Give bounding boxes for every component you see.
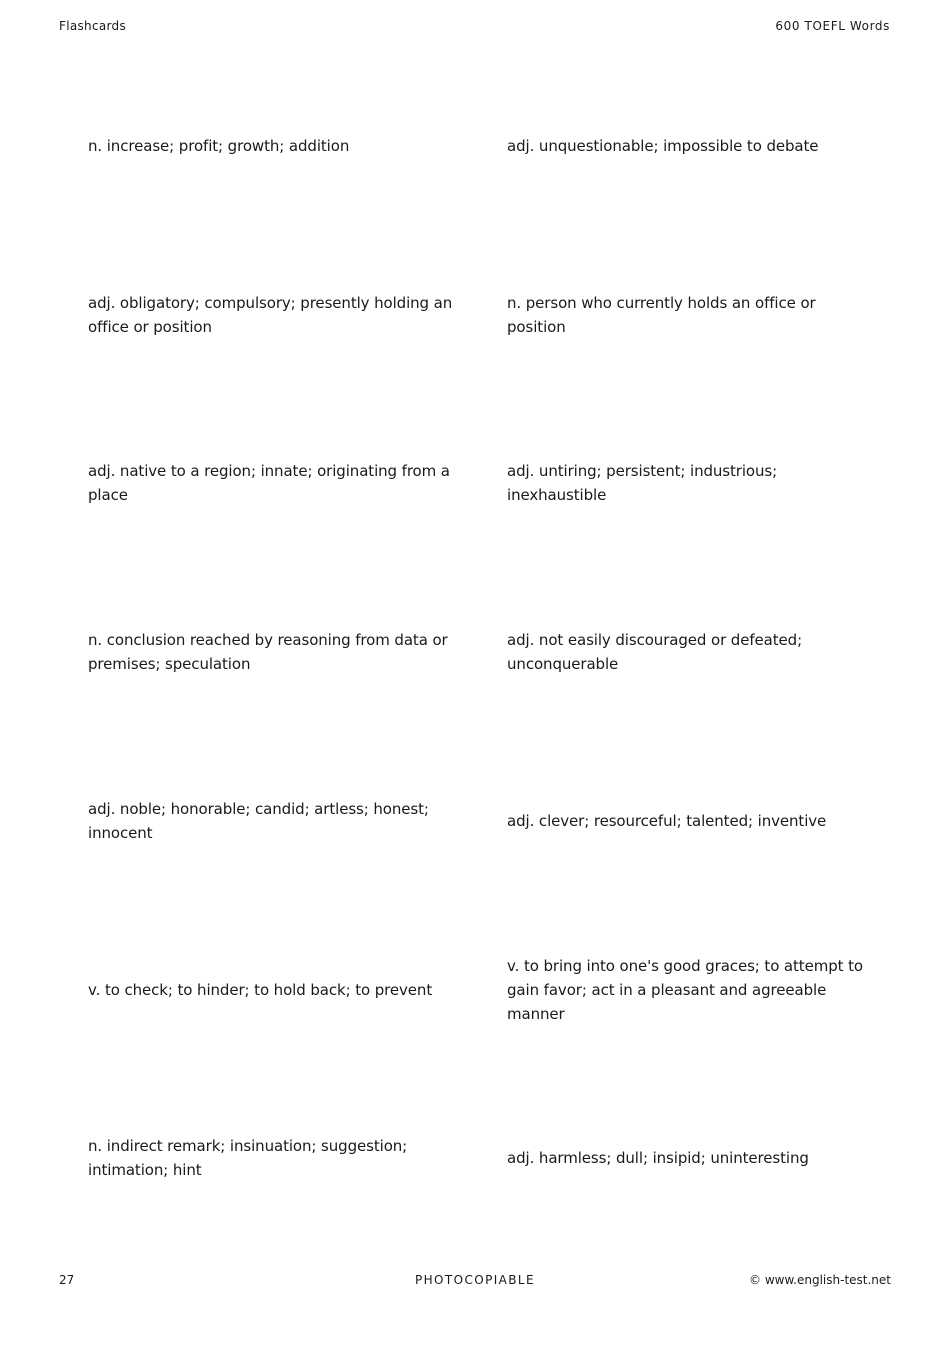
- flashcard-definition: [88, 737, 453, 905]
- definition-text: adj. unquestionable; impossible to debate: [507, 137, 819, 155]
- page-number: 27: [59, 1273, 75, 1287]
- flashcard-grid: [0, 62, 950, 1242]
- definition-text: n. conclusion reached by reasoning from data or premises; speculation: [88, 631, 448, 673]
- flashcard-definition: [507, 399, 867, 567]
- header-title: Flashcards: [59, 19, 126, 33]
- definition-text: adj. clever; resourceful; talented; inventive: [507, 812, 827, 830]
- definition-text: v. to check; to hinder; to hold back; to prevent: [88, 981, 433, 999]
- definition-text: adj. untiring; persistent; industrious; inexhaustible: [507, 462, 778, 504]
- definition-text: n. person who currently holds an office or position: [507, 294, 816, 336]
- definition-text: adj. noble; honorable; candid; artless; honest; innocent: [88, 800, 429, 842]
- definition-text: n. indirect remark; insinuation; suggestion; intimation; hint: [88, 1137, 408, 1179]
- definition-text: v. to bring into one's good graces; to attempt to gain favor; act in a pleasant and agreeable manner: [507, 957, 863, 1023]
- flashcard-definition: [88, 1074, 453, 1242]
- definition-text: adj. not easily discouraged or defeated; unconquerable: [507, 631, 803, 673]
- header-book-title: 600 TOEFL Words: [775, 19, 890, 33]
- flashcard-definition: [507, 62, 867, 230]
- flashcard-definition: [88, 906, 453, 1074]
- flashcard-definition: [88, 62, 453, 230]
- flashcard-definition: [507, 737, 867, 905]
- flashcard-definition: [88, 568, 453, 736]
- flashcard-definition: [88, 399, 453, 567]
- definition-text: adj. harmless; dull; insipid; uninteresting: [507, 1149, 809, 1167]
- photocopiable-label: PHOTOCOPIABLE: [415, 1273, 535, 1287]
- flashcard-definition: [507, 906, 867, 1074]
- definition-text: adj. obligatory; compulsory; presently holding an office or position: [88, 294, 453, 336]
- flashcard-definition: [88, 231, 453, 399]
- flashcard-definition: [507, 568, 867, 736]
- copyright-website: © www.english-test.net: [749, 1273, 891, 1287]
- flashcard-definition: [507, 1074, 867, 1242]
- flashcard-definition: [507, 231, 867, 399]
- definition-text: adj. native to a region; innate; originating from a place: [88, 462, 450, 504]
- definition-text: n. increase; profit; growth; addition: [88, 137, 350, 155]
